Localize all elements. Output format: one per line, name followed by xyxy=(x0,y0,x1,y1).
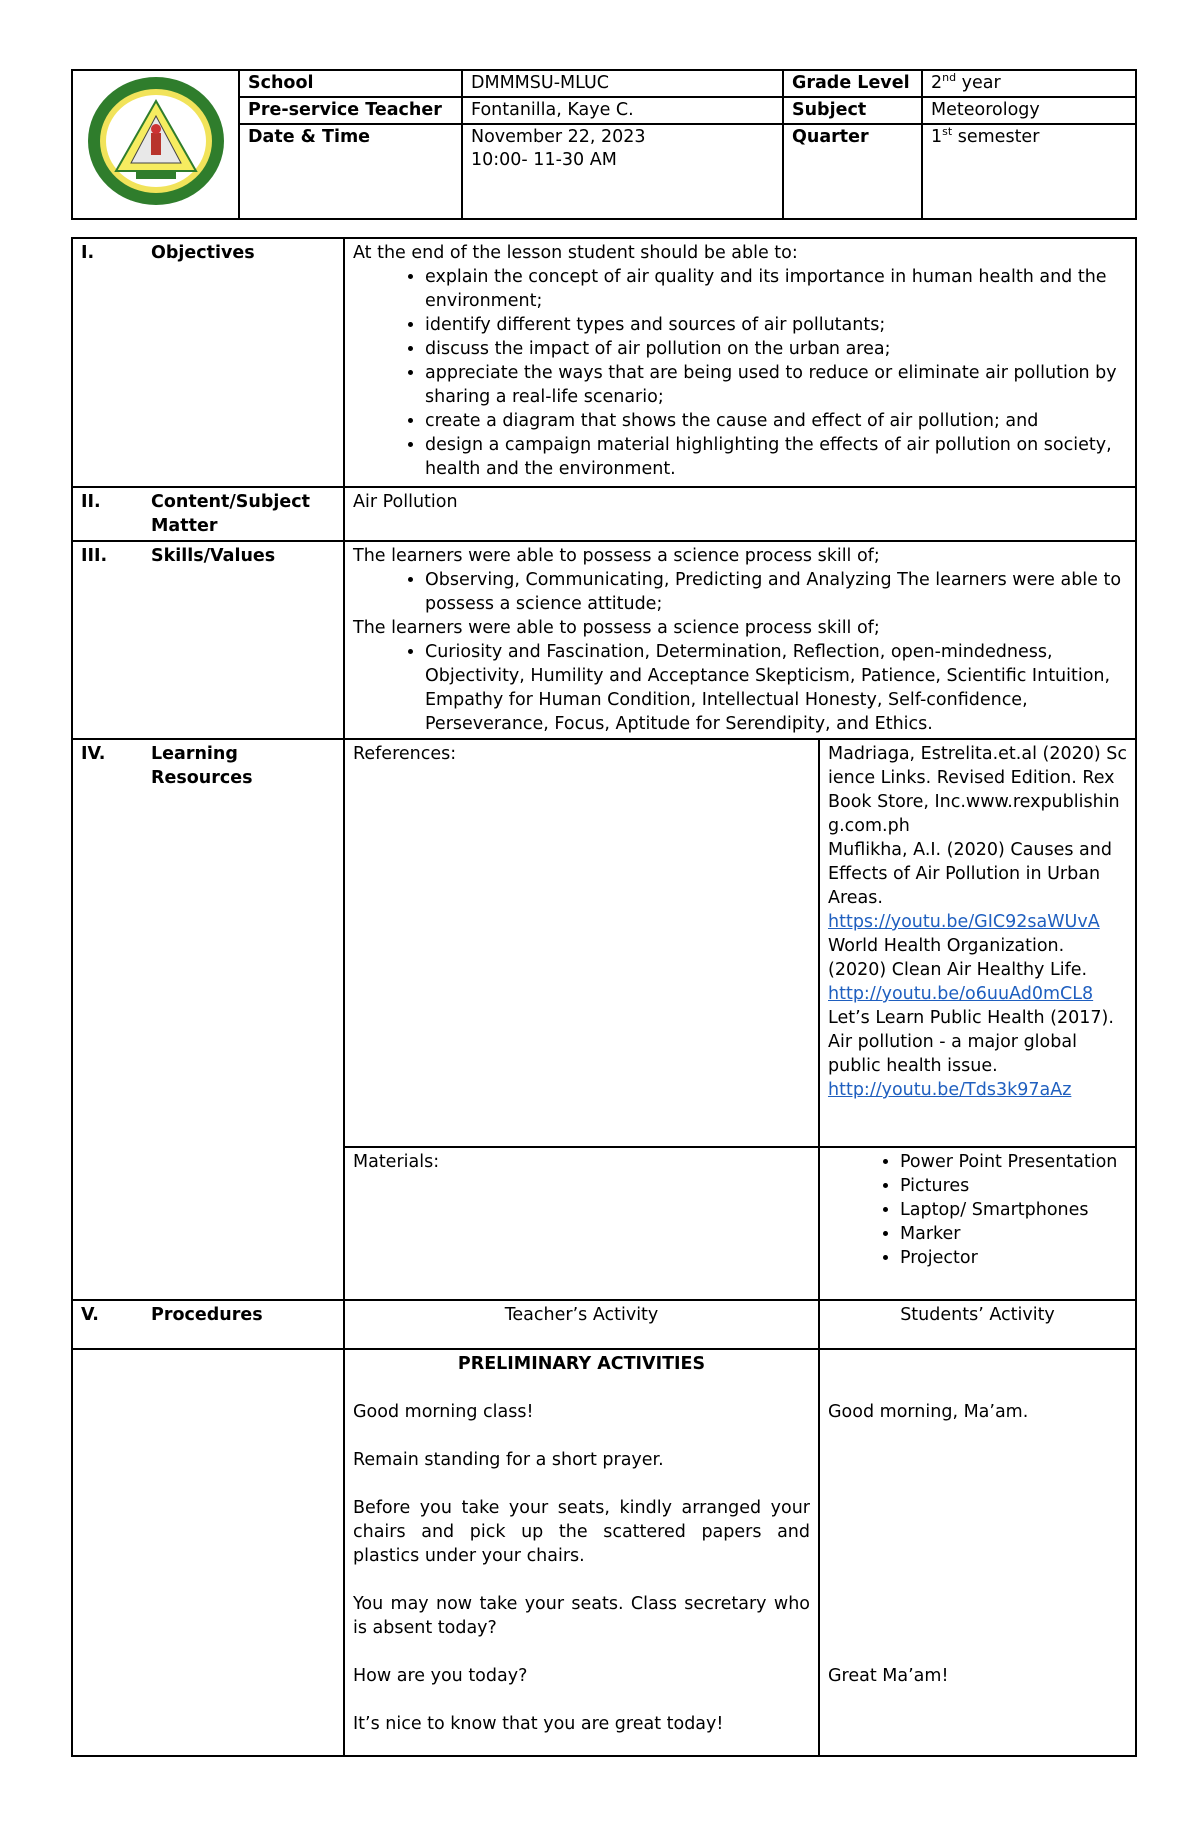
student-activity-header: Students’ Activity xyxy=(819,1300,1136,1349)
skills-label-cell: III. Skills/Values xyxy=(72,541,344,739)
materials-label: Materials: xyxy=(344,1147,819,1300)
reference-3: World Health Organization. (2020) Clean Air Healthy Life. xyxy=(828,936,1088,980)
reference-4: Let’s Learn Public Health (2017). Air pollution - a major global public health issue. xyxy=(828,1008,1114,1076)
content-label-cell: II. Content/Subject Matter xyxy=(72,487,344,541)
date-time-label: Date & Time xyxy=(239,124,462,219)
teacher-label: Pre-service Teacher xyxy=(239,97,462,124)
objectives-cell xyxy=(344,238,1136,487)
resources-label-cell: IV. Learning Resources xyxy=(72,739,344,1300)
objectives-intro: At the end of the lesson student should be able to: xyxy=(353,243,798,263)
list-item: • Laptop/ Smartphones xyxy=(900,1198,1127,1222)
list-item: • create a diagram that shows the cause and effect of air pollution; and xyxy=(425,409,1127,433)
objectives-list xyxy=(353,265,1127,481)
reference-1: Madriaga, Estrelita.et.al (2020) Science Links. Revised Edition. Rex Book Store, Inc.www.rexpublishing.com.ph xyxy=(828,744,1127,836)
list-item: • Projector xyxy=(900,1246,1127,1270)
reference-2: Muflikha, A.I. (2020) Causes and Effects of Air Pollution in Urban Areas. xyxy=(828,840,1112,908)
references-label: References: xyxy=(344,739,819,1147)
reference-4-link[interactable]: http://youtu.be/Tds3k97aAz xyxy=(828,1080,1072,1100)
grade-level-label: Grade Level xyxy=(783,70,922,97)
teacher-line: You may now take your seats. Class secretary who is absent today? xyxy=(353,1594,810,1638)
list-item: • design a campaign material highlighting the effects of air pollution on society, health and the environment. xyxy=(425,433,1127,481)
teacher-activity-cell xyxy=(344,1349,819,1756)
references-cell xyxy=(819,739,1136,1147)
reference-2-link[interactable]: https://youtu.be/GIC92saWUvA xyxy=(828,912,1100,932)
student-line: Great Ma’am! xyxy=(828,1666,949,1686)
grade-level-value: 2nd year xyxy=(922,70,1136,97)
list-item: • Curiosity and Fascination, Determination, Reflection, open-mindedness, Objectivity, Humility and Acceptance Skepticism, Patience, Scientific Intuition, Empathy for Human Condition, Intellectual Honesty, Self-confidence, Perseverance, Focus, Aptitude for Serendipity, and Ethics. xyxy=(425,640,1127,736)
list-item: • explain the concept of air quality and its importance in human health and the environment; xyxy=(425,265,1127,313)
teacher-line: How are you today? xyxy=(353,1666,528,1686)
skills-intro-2: The learners were able to possess a science process skill of; xyxy=(353,618,880,638)
quarter-label: Quarter xyxy=(783,124,922,219)
subject-label: Subject xyxy=(783,97,922,124)
list-item: • Observing, Communicating, Predicting and Analyzing The learners were able to possess a science attitude; xyxy=(425,568,1127,616)
teacher-line: Before you take your seats, kindly arranged your chairs and pick up the scattered papers and plastics under your chairs. xyxy=(353,1498,810,1566)
subject-value: Meteorology xyxy=(922,97,1136,124)
preliminary-title: PRELIMINARY ACTIVITIES xyxy=(457,1354,706,1374)
school-logo-cell xyxy=(72,70,239,219)
date-time-value: November 22, 2023 10:00- 11-30 AM xyxy=(462,124,783,219)
list-item: • Power Point Presentation xyxy=(900,1150,1127,1174)
list-item: • Marker xyxy=(900,1222,1127,1246)
list-item: • appreciate the ways that are being used to reduce or eliminate air pollution by sharing a real-life scenario; xyxy=(425,361,1127,409)
materials-list xyxy=(828,1150,1127,1270)
teacher-line: Good morning class! xyxy=(353,1402,534,1422)
procedures-empty-cell xyxy=(72,1349,344,1756)
procedures-label-cell: V. Procedures xyxy=(72,1300,344,1349)
teacher-line: It’s nice to know that you are great today! xyxy=(353,1714,724,1734)
student-activity-cell xyxy=(819,1349,1136,1756)
reference-3-link[interactable]: http://youtu.be/o6uuAd0mCL8 xyxy=(828,984,1094,1004)
skills-intro-1: The learners were able to possess a science process skill of; xyxy=(353,546,880,566)
list-item: • Pictures xyxy=(900,1174,1127,1198)
school-seal-logo xyxy=(81,71,231,211)
list-item: • discuss the impact of air pollution on the urban area; xyxy=(425,337,1127,361)
teacher-value: Fontanilla, Kaye C. xyxy=(462,97,783,124)
content-value: Air Pollution xyxy=(344,487,1136,541)
header-table xyxy=(71,69,1137,220)
quarter-value: 1st semester xyxy=(922,124,1136,219)
teacher-line: Remain standing for a short prayer. xyxy=(353,1450,664,1470)
skills-cell xyxy=(344,541,1136,739)
materials-cell xyxy=(819,1147,1136,1300)
teacher-activity-header: Teacher’s Activity xyxy=(344,1300,819,1349)
student-line: Good morning, Ma’am. xyxy=(828,1402,1029,1422)
objectives-label-cell: I. Objectives xyxy=(72,238,344,487)
school-label: School xyxy=(239,70,462,97)
list-item: • identify different types and sources of air pollutants; xyxy=(425,313,1127,337)
lesson-plan-table xyxy=(71,237,1137,1757)
school-value: DMMMSU-MLUC xyxy=(462,70,783,97)
